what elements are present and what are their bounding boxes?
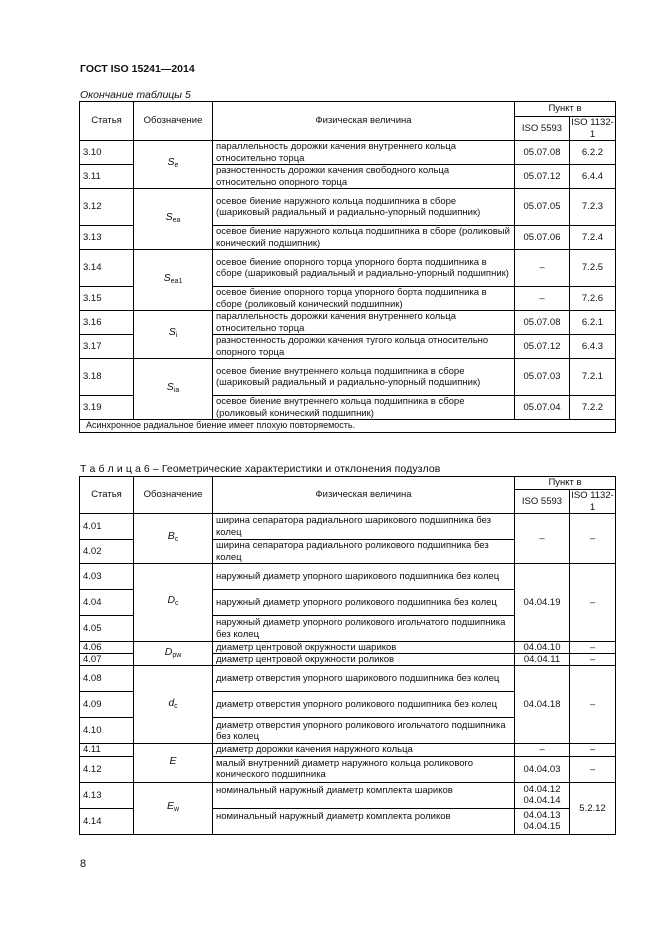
article-cell: 3.14 [80, 250, 134, 287]
description-cell: разностенность дорожки качения тугого кольца относительно опорного торца [213, 335, 515, 359]
iso5593-cell: 04.04.19 [515, 564, 570, 642]
table-row [80, 666, 616, 692]
col-header-iso5593: ISO 5593 [515, 117, 570, 141]
col-header-clause: Пункт в [515, 477, 616, 490]
article-cell: 4.01 [80, 514, 134, 540]
article-cell: 4.08 [80, 666, 134, 692]
col-header-iso5593: ISO 5593 [515, 490, 570, 514]
iso5593-cell: – [515, 287, 570, 311]
article-cell: 4.07 [80, 654, 134, 666]
symbol-cell: $D_{pw}$ [134, 642, 213, 666]
table-row [80, 311, 616, 335]
symbol-cell: $S_e$ [134, 141, 213, 189]
col-header-article: Статья [80, 102, 134, 141]
description-cell: параллельность дорожки качения внутреннего кольца относительно торца [213, 141, 515, 165]
description-cell: наружный диаметр упорного шарикового подшипника без колец [213, 564, 515, 590]
col-header-designation: Обозначение [134, 477, 213, 514]
iso5593-cell: 05.07.03 [515, 359, 570, 396]
article-cell: 4.13 [80, 782, 134, 808]
description-cell: разностенность дорожки качения свободного кольца относительно опорного торца [213, 165, 515, 189]
table5-caption: Окончание таблицы 5 [80, 89, 191, 101]
symbol-cell: $S_{ia}$ [134, 359, 213, 420]
iso5593-cell: – [515, 744, 570, 756]
col-header-quantity: Физическая величина [213, 477, 515, 514]
table-6 [79, 476, 616, 835]
article-cell: 4.04 [80, 590, 134, 616]
description-cell: диаметр отверстия упорного роликового подшипника без колец [213, 692, 515, 718]
description-cell: диаметр отверстия упорного роликового игольчатого подшипника без колец [213, 718, 515, 744]
description-cell: ширина сепаратора радиального шарикового подшипника без колец [213, 514, 515, 540]
col-header-clause: Пункт в [515, 102, 616, 117]
iso5593-cell: 05.07.08 [515, 311, 570, 335]
iso5593-cell: – [515, 250, 570, 287]
table-row [80, 514, 616, 540]
iso5593-cell: 05.07.12 [515, 335, 570, 359]
description-cell: осевое биение внутреннего кольца подшипника в сборе (роликовый конический подшипник) [213, 396, 515, 420]
symbol-cell: $D_c$ [134, 564, 213, 642]
iso5593-cell: 05.07.06 [515, 226, 570, 250]
article-cell: 3.18 [80, 359, 134, 396]
article-cell: 4.05 [80, 616, 134, 642]
description-cell: малый внутренний диаметр наружного кольца роликового конического подшипника [213, 756, 515, 782]
symbol-cell: $S_i$ [134, 311, 213, 359]
description-cell: диаметр отверстия упорного шарикового подшипника без колец [213, 666, 515, 692]
iso5593-cell: 04.04.13 04.04.15 [515, 808, 570, 834]
iso1132-cell: 6.2.2 [570, 141, 616, 165]
article-cell: 4.14 [80, 808, 134, 834]
description-cell: ширина сепаратора радиального роликового подшипника без колец [213, 540, 515, 564]
description-cell: диаметр центровой окружности роликов [213, 654, 515, 666]
table-row [80, 642, 616, 654]
article-cell: 4.03 [80, 564, 134, 590]
table-footnote: Асинхронное радиальное биение имеет плохую повторяемость. [80, 420, 616, 433]
iso5593-cell: 05.07.08 [515, 141, 570, 165]
col-header-designation: Обозначение [134, 102, 213, 141]
iso1132-cell: – [570, 744, 616, 756]
symbol-cell: $d_c$ [134, 666, 213, 744]
symbol-cell: $S_{ea}$ [134, 189, 213, 250]
article-cell: 4.02 [80, 540, 134, 564]
iso5593-cell: 04.04.12 04.04.14 [515, 782, 570, 808]
article-cell: 3.17 [80, 335, 134, 359]
description-cell: диаметр дорожки качения наружного кольца [213, 744, 515, 756]
description-cell: осевое биение опорного торца упорного борта подшипника в сборе (роликовый конический подшипник) [213, 287, 515, 311]
article-cell: 3.13 [80, 226, 134, 250]
table-5 [79, 101, 616, 433]
iso1132-cell: 7.2.3 [570, 189, 616, 226]
iso1132-cell: 7.2.4 [570, 226, 616, 250]
article-cell: 3.15 [80, 287, 134, 311]
table6-caption: Т а б л и ц а 6 – Геометрические характеристики и отклонения подузлов [80, 463, 441, 475]
article-cell: 4.11 [80, 744, 134, 756]
iso1132-cell: 6.4.3 [570, 335, 616, 359]
article-cell: 4.06 [80, 642, 134, 654]
iso1132-cell: – [570, 666, 616, 744]
iso1132-cell: – [570, 564, 616, 642]
iso1132-cell: 5.2.12 [570, 782, 616, 834]
description-cell: диаметр центровой окружности шариков [213, 642, 515, 654]
article-cell: 3.11 [80, 165, 134, 189]
symbol-cell: $S_{ea1}$ [134, 250, 213, 311]
description-cell: осевое биение наружного кольца подшипника в сборе (роликовый конический подшипник) [213, 226, 515, 250]
iso5593-cell: 04.04.11 [515, 654, 570, 666]
iso5593-cell: 05.07.05 [515, 189, 570, 226]
description-cell: наружный диаметр упорного роликового игольчатого подшипника без колец [213, 616, 515, 642]
table-row [80, 782, 616, 808]
table-row [80, 141, 616, 165]
table-row [80, 564, 616, 590]
iso5593-cell: 05.07.04 [515, 396, 570, 420]
description-cell: осевое биение опорного торца упорного борта подшипника в сборе (шариковый радиальный и радиально-упорный подшипник) [213, 250, 515, 287]
page-number: 8 [80, 858, 87, 870]
article-cell: 4.12 [80, 756, 134, 782]
description-cell: осевое биение внутреннего кольца подшипника в сборе (шариковый радиальный и радиально-упорный подшипник) [213, 359, 515, 396]
table-row [80, 250, 616, 287]
table-row [80, 189, 616, 226]
iso1132-cell: 7.2.1 [570, 359, 616, 396]
description-cell: осевое биение наружного кольца подшипника в сборе (шариковый радиальный и радиально-упорный подшипник) [213, 189, 515, 226]
article-cell: 4.10 [80, 718, 134, 744]
iso5593-cell: 05.07.12 [515, 165, 570, 189]
iso5593-cell: 04.04.18 [515, 666, 570, 744]
symbol-cell: $B_c$ [134, 514, 213, 564]
article-cell: 4.09 [80, 692, 134, 718]
iso1132-cell: – [570, 654, 616, 666]
iso1132-cell: 7.2.2 [570, 396, 616, 420]
symbol-cell: $E_w$ [134, 782, 213, 834]
iso1132-cell: – [570, 756, 616, 782]
symbol-cell: E [134, 744, 213, 782]
iso1132-cell: – [570, 514, 616, 564]
table-row [80, 359, 616, 396]
iso5593-cell: 04.04.03 [515, 756, 570, 782]
iso5593-cell: – [515, 514, 570, 564]
col-header-article: Статья [80, 477, 134, 514]
description-cell: номинальный наружный диаметр комплекта шариков [213, 782, 515, 808]
iso1132-cell: – [570, 642, 616, 654]
document-header: ГОСТ ISO 15241—2014 [80, 63, 195, 75]
iso5593-cell: 04.04.10 [515, 642, 570, 654]
article-cell: 3.10 [80, 141, 134, 165]
iso1132-cell: 6.4.4 [570, 165, 616, 189]
iso1132-cell: 7.2.5 [570, 250, 616, 287]
article-cell: 3.16 [80, 311, 134, 335]
col-header-quantity: Физическая величина [213, 102, 515, 141]
col-header-iso1132: ISO 1132-1 [571, 490, 614, 513]
article-cell: 3.12 [80, 189, 134, 226]
article-cell: 3.19 [80, 396, 134, 420]
iso1132-cell: 7.2.6 [570, 287, 616, 311]
col-header-iso1132: ISO 1132-1 [571, 117, 614, 140]
description-cell: наружный диаметр упорного роликового подшипника без колец [213, 590, 515, 616]
table-row [80, 744, 616, 756]
description-cell: номинальный наружный диаметр комплекта роликов [213, 808, 515, 834]
description-cell: параллельность дорожки качения внутреннего кольца относительно торца [213, 311, 515, 335]
iso1132-cell: 6.2.1 [570, 311, 616, 335]
